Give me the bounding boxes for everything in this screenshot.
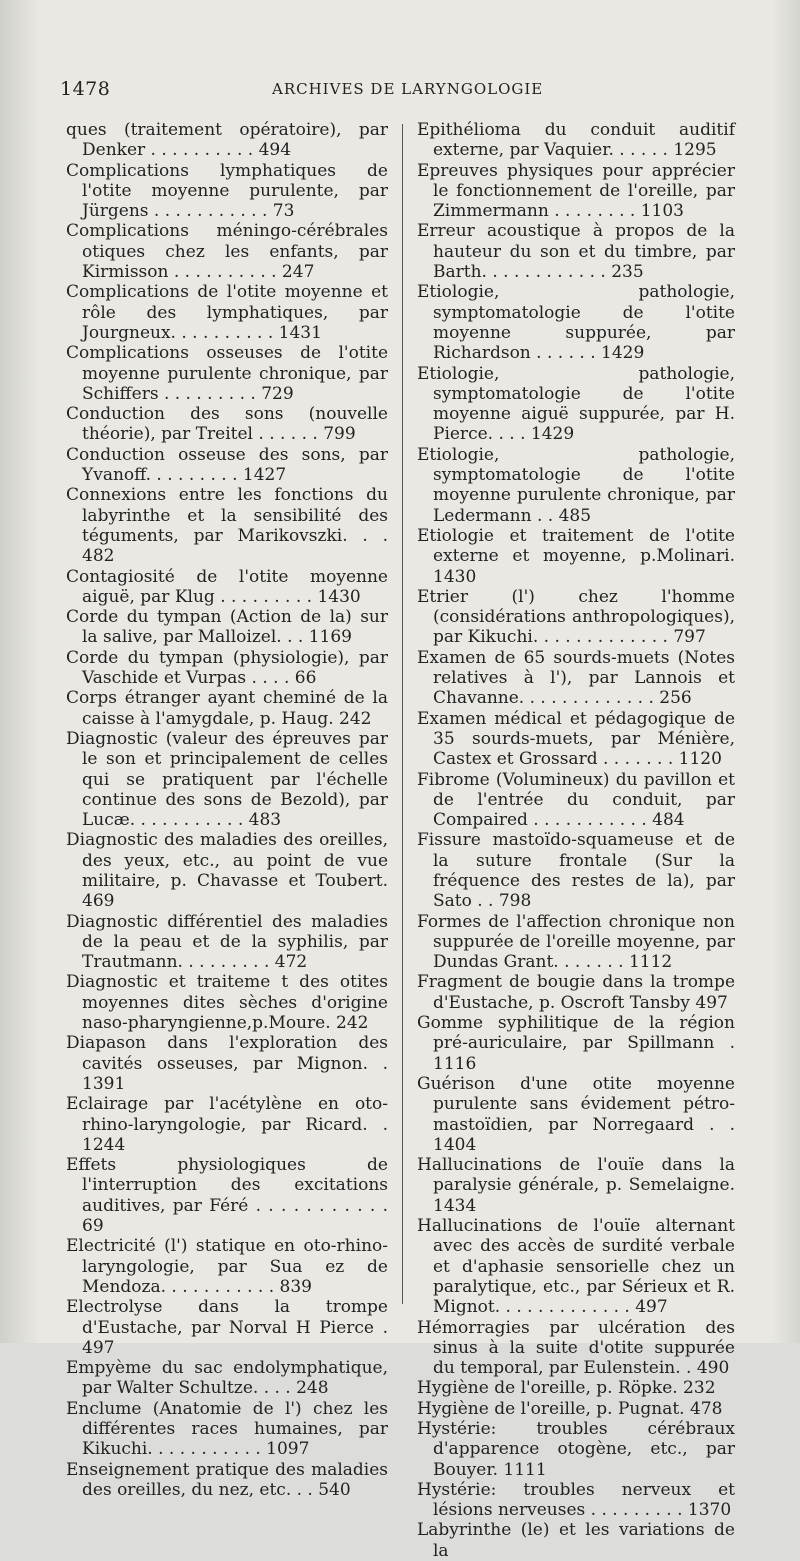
index-entry: Enclume (Anatomie de l') chez les différentes races humaines, par Kikuchi. . . . . . . . . . . 1097	[66, 1398, 388, 1460]
index-entry: Conduction osseuse des sons, par Yvanoff. . . . . . . . . 1427	[66, 444, 388, 486]
index-entry: Complications osseuses de l'otite moyenne purulente chronique, par Schiffers . . . . . . . . . 729	[66, 343, 388, 404]
index-entry: Hémorragies par ulcération des sinus à la suite d'otite suppurée du temporal, par Eulenstein. . 490	[417, 1317, 735, 1379]
index-entry: Formes de l'affection chronique non suppurée de l'oreille moyenne, par Dundas Grant. . . . . . . 1112	[417, 911, 735, 973]
index-entry: Corde du tympan (Action de la) sur la salive, par Malloizel. . . 1169	[66, 607, 388, 648]
index-entry: Fragment de bougie dans la trompe d'Eustache, p. Oscroft Tansby 497	[417, 972, 735, 1013]
index-entry: Empyème du sac endolymphatique, par Walter Schultze. . . . 248	[66, 1358, 388, 1399]
index-entry: Complications de l'otite moyenne et rôle des lymphatiques, par Jourgneux. . . . . . . . . . 1431	[66, 282, 388, 343]
index-entry: Complications méningo-cérébrales otiques chez les enfants, par Kirmisson . . . . . . . . . . 247	[66, 221, 388, 283]
index-entry: ques (traitement opératoire), par Denker . . . . . . . . . . 494	[66, 120, 388, 161]
index-entry: Diagnostic et traiteme t des otites moyennes dites sèches d'origine naso-pharyngienne,p.Moure. 242	[66, 972, 388, 1034]
index-entry: Connexions entre les fonctions du labyrinthe et la sensibilité des téguments, par Marikovszki. . . 482	[66, 485, 388, 567]
index-entry: Etrier (l') chez l'homme (considérations anthropologiques), par Kikuchi. . . . . . . . . . . . . 797	[417, 586, 735, 648]
page-number: 1478	[60, 78, 111, 100]
index-entry: Contagiosité de l'otite moyenne aiguë, par Klug . . . . . . . . . 1430	[66, 566, 388, 607]
index-entry: Hystérie: troubles nerveux et lésions nerveuses . . . . . . . . . 1370	[417, 1479, 735, 1521]
index-entry: Etiologie, pathologie, symptomatologie de l'otite moyenne purulente chronique, par Ledermann . . 485	[417, 444, 735, 526]
index-entry: Conduction des sons (nouvelle théorie), par Treitel . . . . . . 799	[66, 404, 388, 445]
index-entry: Complications lymphatiques de l'otite moyenne purulente, par Jürgens . . . . . . . . . . . 73	[66, 160, 388, 222]
index-entry: Epithélioma du conduit auditif externe, par Vaquier. . . . . . 1295	[417, 120, 735, 161]
index-entry: Examen médical et pédagogique de 35 sourds-muets, par Ménière, Castex et Grossard . . . . . . . 1120	[417, 708, 735, 770]
index-entry: Etiologie, pathologie, symptomatologie de l'otite moyenne suppurée, par Richardson . . . . . . 1429	[417, 282, 735, 364]
right-column	[417, 120, 735, 1561]
index-entry: Diagnostic des maladies des oreilles, des yeux, etc., au point de vue militaire, p. Chavasse et Toubert. 469	[66, 830, 388, 912]
index-entry: Examen de 65 sourds-muets (Notes relatives à l'), par Lannois et Chavanne. . . . . . . . . . . . . 256	[417, 647, 735, 709]
index-entry: Erreur acoustique à propos de la hauteur du son et du timbre, par Barth. . . . . . . . . . . . 235	[417, 221, 735, 283]
index-entry: Corde du tympan (physiologie), par Vaschide et Vurpas . . . . 66	[66, 647, 388, 689]
index-entry: Eclairage par l'acétylène en oto-rhino-laryngologie, par Ricard. . 1244	[66, 1094, 388, 1155]
index-entry: Hygiène de l'oreille, p. Röpke. 232	[417, 1378, 716, 1399]
index-entry: Effets physiologiques de l'interruption des excitations auditives, par Féré . . . . . . . . . . . 69	[66, 1155, 388, 1237]
index-entry: Labyrinthe (le) et les variations de la	[417, 1520, 735, 1561]
index-entry: Gomme syphilitique de la région pré-auriculaire, par Spillmann . 1116	[417, 1013, 735, 1074]
scan-shadow-left	[0, 0, 40, 1343]
index-entry: Enseignement pratique des maladies des oreilles, du nez, etc. . . 540	[66, 1459, 388, 1500]
index-entry: Hystérie: troubles cérébraux d'apparence otogène, etc., par Bouyer. 1111	[417, 1419, 735, 1480]
left-column	[66, 120, 388, 1500]
index-entry: Diapason dans l'exploration des cavités osseuses, par Mignon. . 1391	[66, 1033, 388, 1094]
running-title: ARCHIVES DE LARYNGOLOGIE	[272, 80, 544, 98]
index-entry: Hallucinations de l'ouïe dans la paralysie générale, p. Semelaigne. 1434	[417, 1155, 735, 1216]
index-entry: Diagnostic différentiel des maladies de la peau et de la syphilis, par Trautmann. . . . . . . . . 472	[66, 911, 388, 973]
index-entry: Electrolyse dans la trompe d'Eustache, par Norval H Pierce . 497	[66, 1297, 388, 1358]
index-entry: Electricité (l') statique en oto-rhino-laryngologie, par Sua ez de Mendoza. . . . . . . . . . . 839	[66, 1236, 388, 1297]
scan-shadow-right	[772, 0, 800, 1343]
index-entry: Guérison d'une otite moyenne purulente sans évidement pétro-mastoïdien, par Norregaard . . 1404	[417, 1073, 735, 1155]
index-entry: Hygiène de l'oreille, p. Pugnat. 478	[417, 1398, 723, 1419]
column-divider	[402, 124, 403, 1304]
page-header	[60, 78, 730, 102]
index-entry: Etiologie, pathologie, symptomatologie de l'otite moyenne aiguë suppurée, par H. Pierce. . . . 1429	[417, 363, 735, 445]
index-entry: Hallucinations de l'ouïe alternant avec des accès de surdité verbale et d'aphasie sensorielle chez un paralytique, etc., par Sérieux et R. Mignot. . . . . . . . . . . . . 497	[417, 1216, 735, 1318]
index-entry: Corps étranger ayant cheminé de la caisse à l'amygdale, p. Haug. 242	[66, 688, 388, 729]
index-entry: Etiologie et traitement de l'otite externe et moyenne, p.Molinari. 1430	[417, 525, 735, 587]
index-entry: Fibrome (Volumineux) du pavillon et de l'entrée du conduit, par Compaired . . . . . . . . . . . 484	[417, 769, 735, 831]
index-entry: Diagnostic (valeur des épreuves par le son et principalement de celles qui se pratiquent par l'échelle continue des sons de Bezold), par Lucæ. . . . . . . . . . . 483	[66, 728, 388, 831]
index-entry: Epreuves physiques pour apprécier le fonctionnement de l'oreille, par Zimmermann . . . . . . . . 1103	[417, 160, 735, 222]
index-entry: Fissure mastoïdo-squameuse et de la suture frontale (Sur la fréquence des restes de la), par Sato . . 798	[417, 830, 735, 912]
